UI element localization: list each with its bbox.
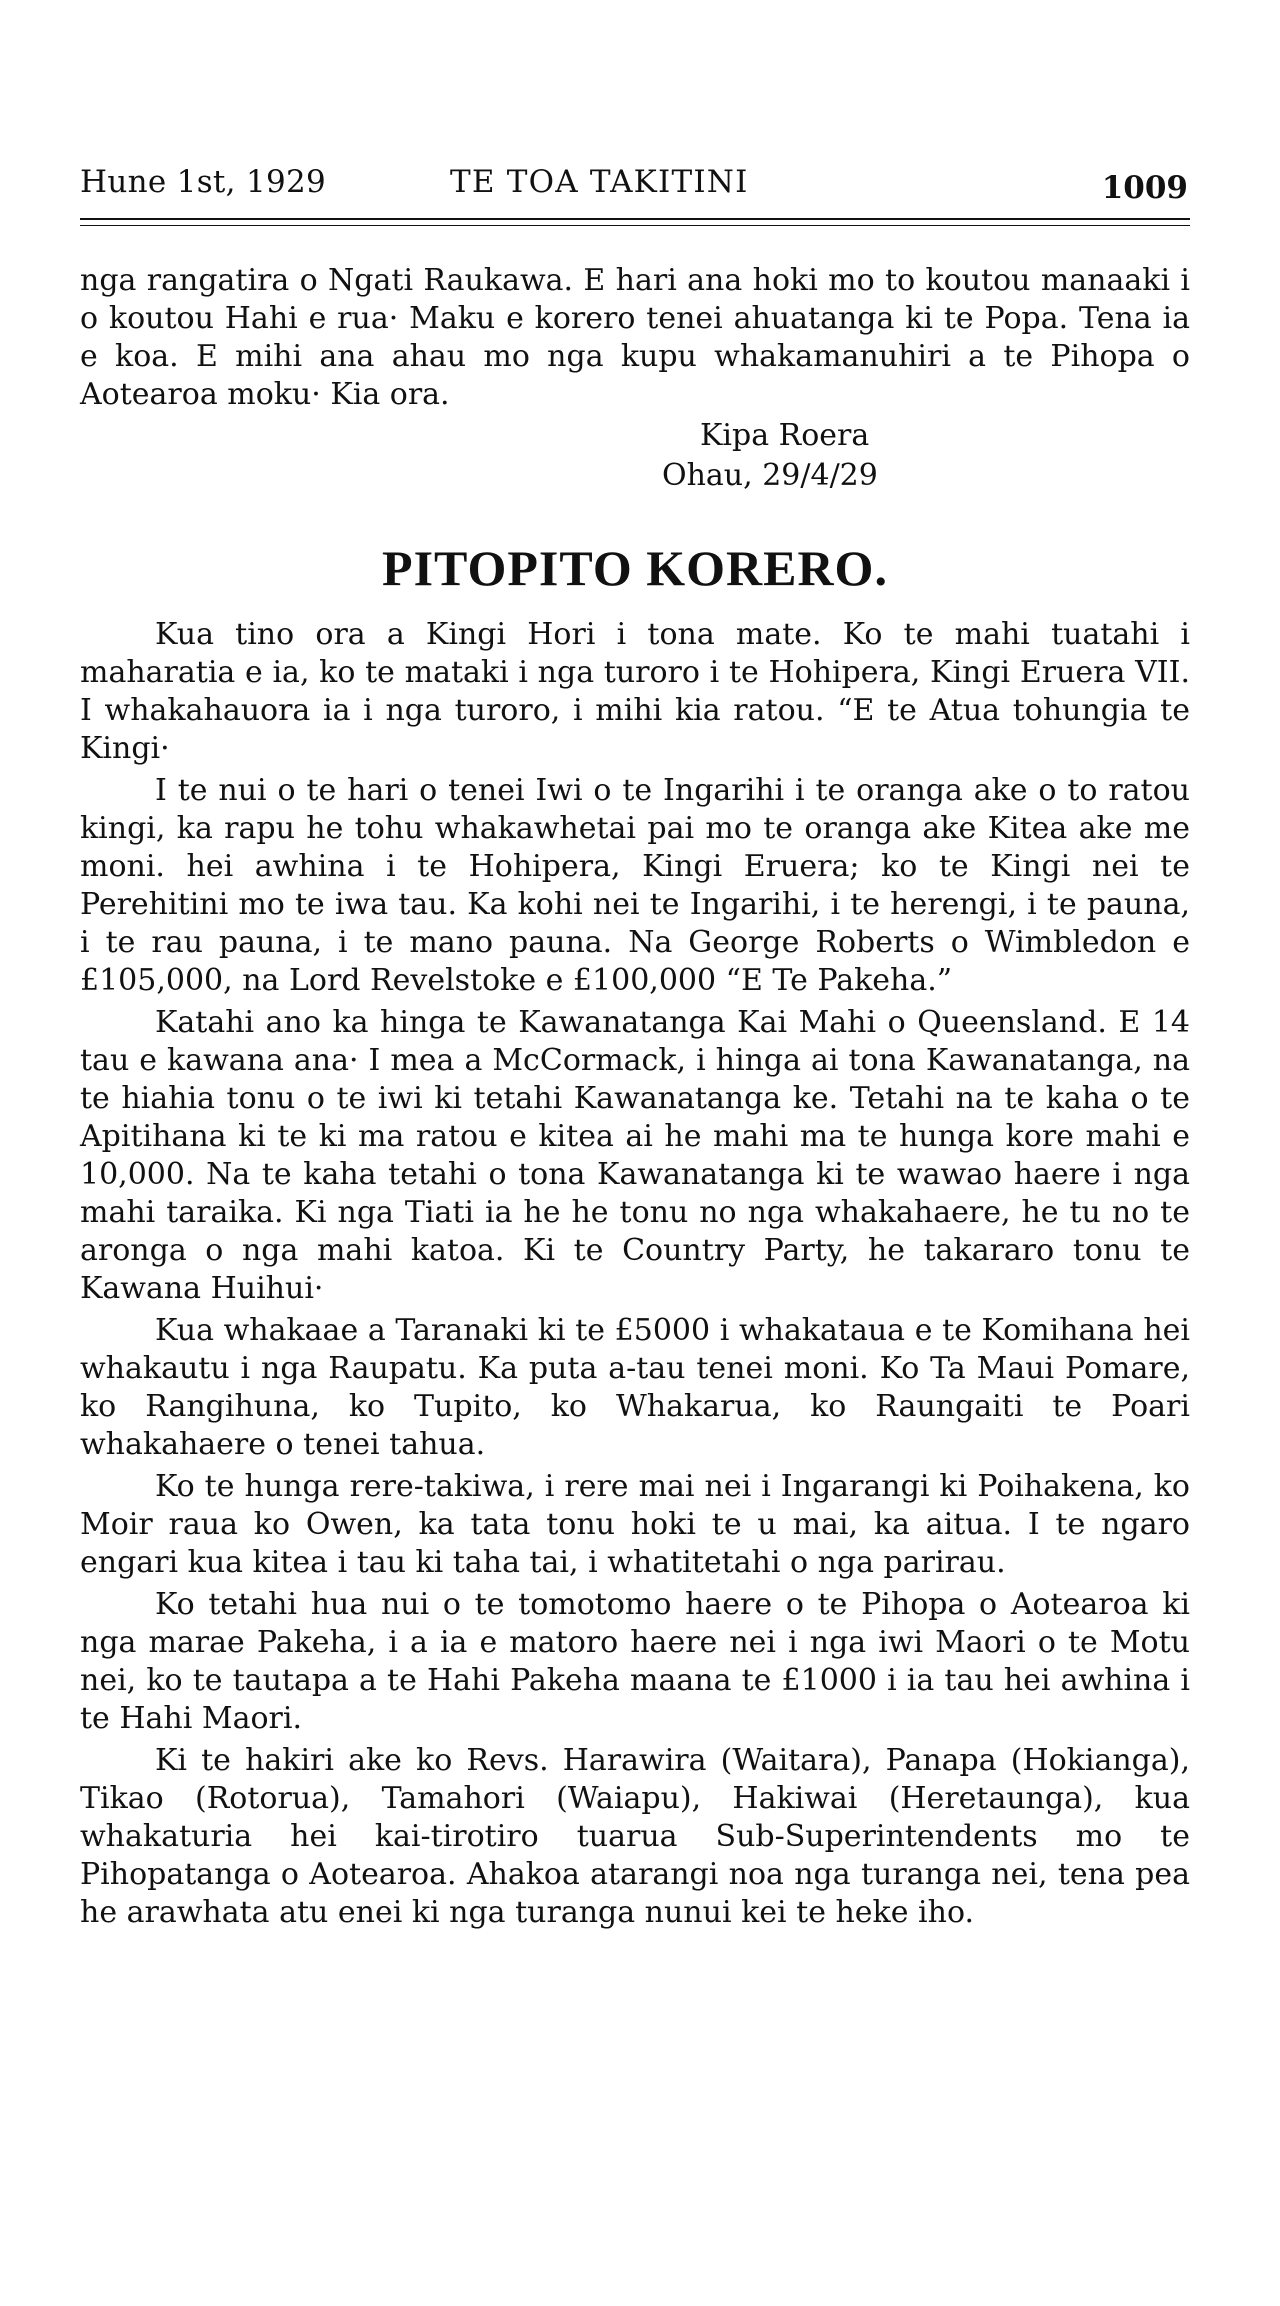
news-paragraph: Kua tino ora a Kingi Hori i tona mate. Ko te mahi tuatahi i maharatia e ia, ko te mataki i nga turoro i te Hohipera, Kingi Eruera VII. I whakahauora ia i nga turoro, i mihi kia ratou. “E te Atua tohungia te Kingi·	[80, 617, 1190, 766]
news-paragraph: Ki te hakiri ake ko Revs. Harawira (Waitara), Panapa (Hokianga), Tikao (Rotorua), Tamahori (Waiapu), Hakiwai (Heretaunga), kua whakaturia hei kai-tirotiro tuarua Sub-Superintendents mo te Pihopatanga o Aotearoa. Ahakoa atarangi noa nga turanga nei, tena pea he arawhata atu enei ki nga turanga nunui kei te heke iho.	[80, 1743, 1190, 1930]
page-body	[80, 262, 1190, 1932]
signature-name: Kipa Roera	[700, 418, 870, 453]
header-title: TE TOA TAKITINI	[450, 164, 749, 200]
letter-closing-paragraph: nga rangatira o Ngati Raukawa. E hari ana hoki mo to koutou manaaki i o koutou Hahi e rua· Maku e korero tenei ahuatanga ki te Popa. Tena ia e koa. E mihi ana ahau mo nga kupu whakamanuhiri a te Pihopa o Aotearoa moku· Kia ora.	[80, 263, 1190, 412]
header-date: Hune 1st, 1929	[80, 164, 327, 200]
page-header	[80, 162, 1190, 214]
news-paragraph: Ko tetahi hua nui o te tomotomo haere o te Pihopa o Aotearoa ki nga marae Pakeha, i a ia e matoro haere nei i nga iwi Maori o te Motu nei, ko te tautapa a te Hahi Pakeha maana te £1000 i ia tau hei awhina i te Hahi Maori.	[80, 1587, 1190, 1736]
letter-signature	[662, 416, 1190, 496]
header-page-number: 1009	[1101, 170, 1188, 206]
news-paragraph: Kua whakaae a Taranaki ki te £5000 i whakataua e te Komihana hei whakautu i nga Raupatu. Ka puta a-tau tenei moni. Ko Ta Maui Pomare, ko Rangihuna, ko Tupito, ko Whakarua, ko Raungaiti te Poari whakahaere o tenei tahua.	[80, 1313, 1190, 1462]
news-paragraph: I te nui o te hari o tenei Iwi o te Ingarihi i te oranga ake o to ratou kingi, ka rapu he tohu whakawhetai pai mo te oranga ake Kitea ake me moni. hei awhina i te Hohipera, Kingi Eruera; ko te Kingi nei te Perehitini mo te iwa tau. Ka kohi nei te Ingarihi, i te herengi, i te pauna, i te rau pauna, i te mano pauna. Na George Roberts o Wimbledon e £105,000, na Lord Revelstoke e £100,000 “E Te Pakeha.”	[80, 773, 1190, 998]
header-rule	[80, 218, 1190, 226]
news-paragraph: Ko te hunga rere-takiwa, i rere mai nei i Ingarangi ki Poihakena, ko Moir raua ko Owen, ka tata tonu hoki te u mai, ka aitua. I te ngaro engari kua kitea i tau ki taha tai, i whatitetahi o nga parirau.	[80, 1469, 1190, 1580]
section-heading: PITOPITO KORERO.	[382, 540, 888, 596]
signature-place-date: Ohau, 29/4/29	[662, 458, 878, 493]
news-paragraph: Katahi ano ka hinga te Kawanatanga Kai Mahi o Queensland. E 14 tau e kawana ana· I mea a McCormack, i hinga ai tona Kawanatanga, na te hiahia tonu o te iwi ki tetahi Kawanatanga ke. Tetahi na te kaha o te Apitihana ki te ki ma ratou e kitea ai he mahi ma te hunga kore mahi e 10,000. Na te kaha tetahi o tona Kawanatanga ki te wawao haere i nga mahi taraika. Ki nga Tiati ia he he tonu no nga whakahaere, he tu no te aronga o nga mahi katoa. Ki te Country Party, he takararo tonu te Kawana Huihui·	[80, 1005, 1190, 1306]
